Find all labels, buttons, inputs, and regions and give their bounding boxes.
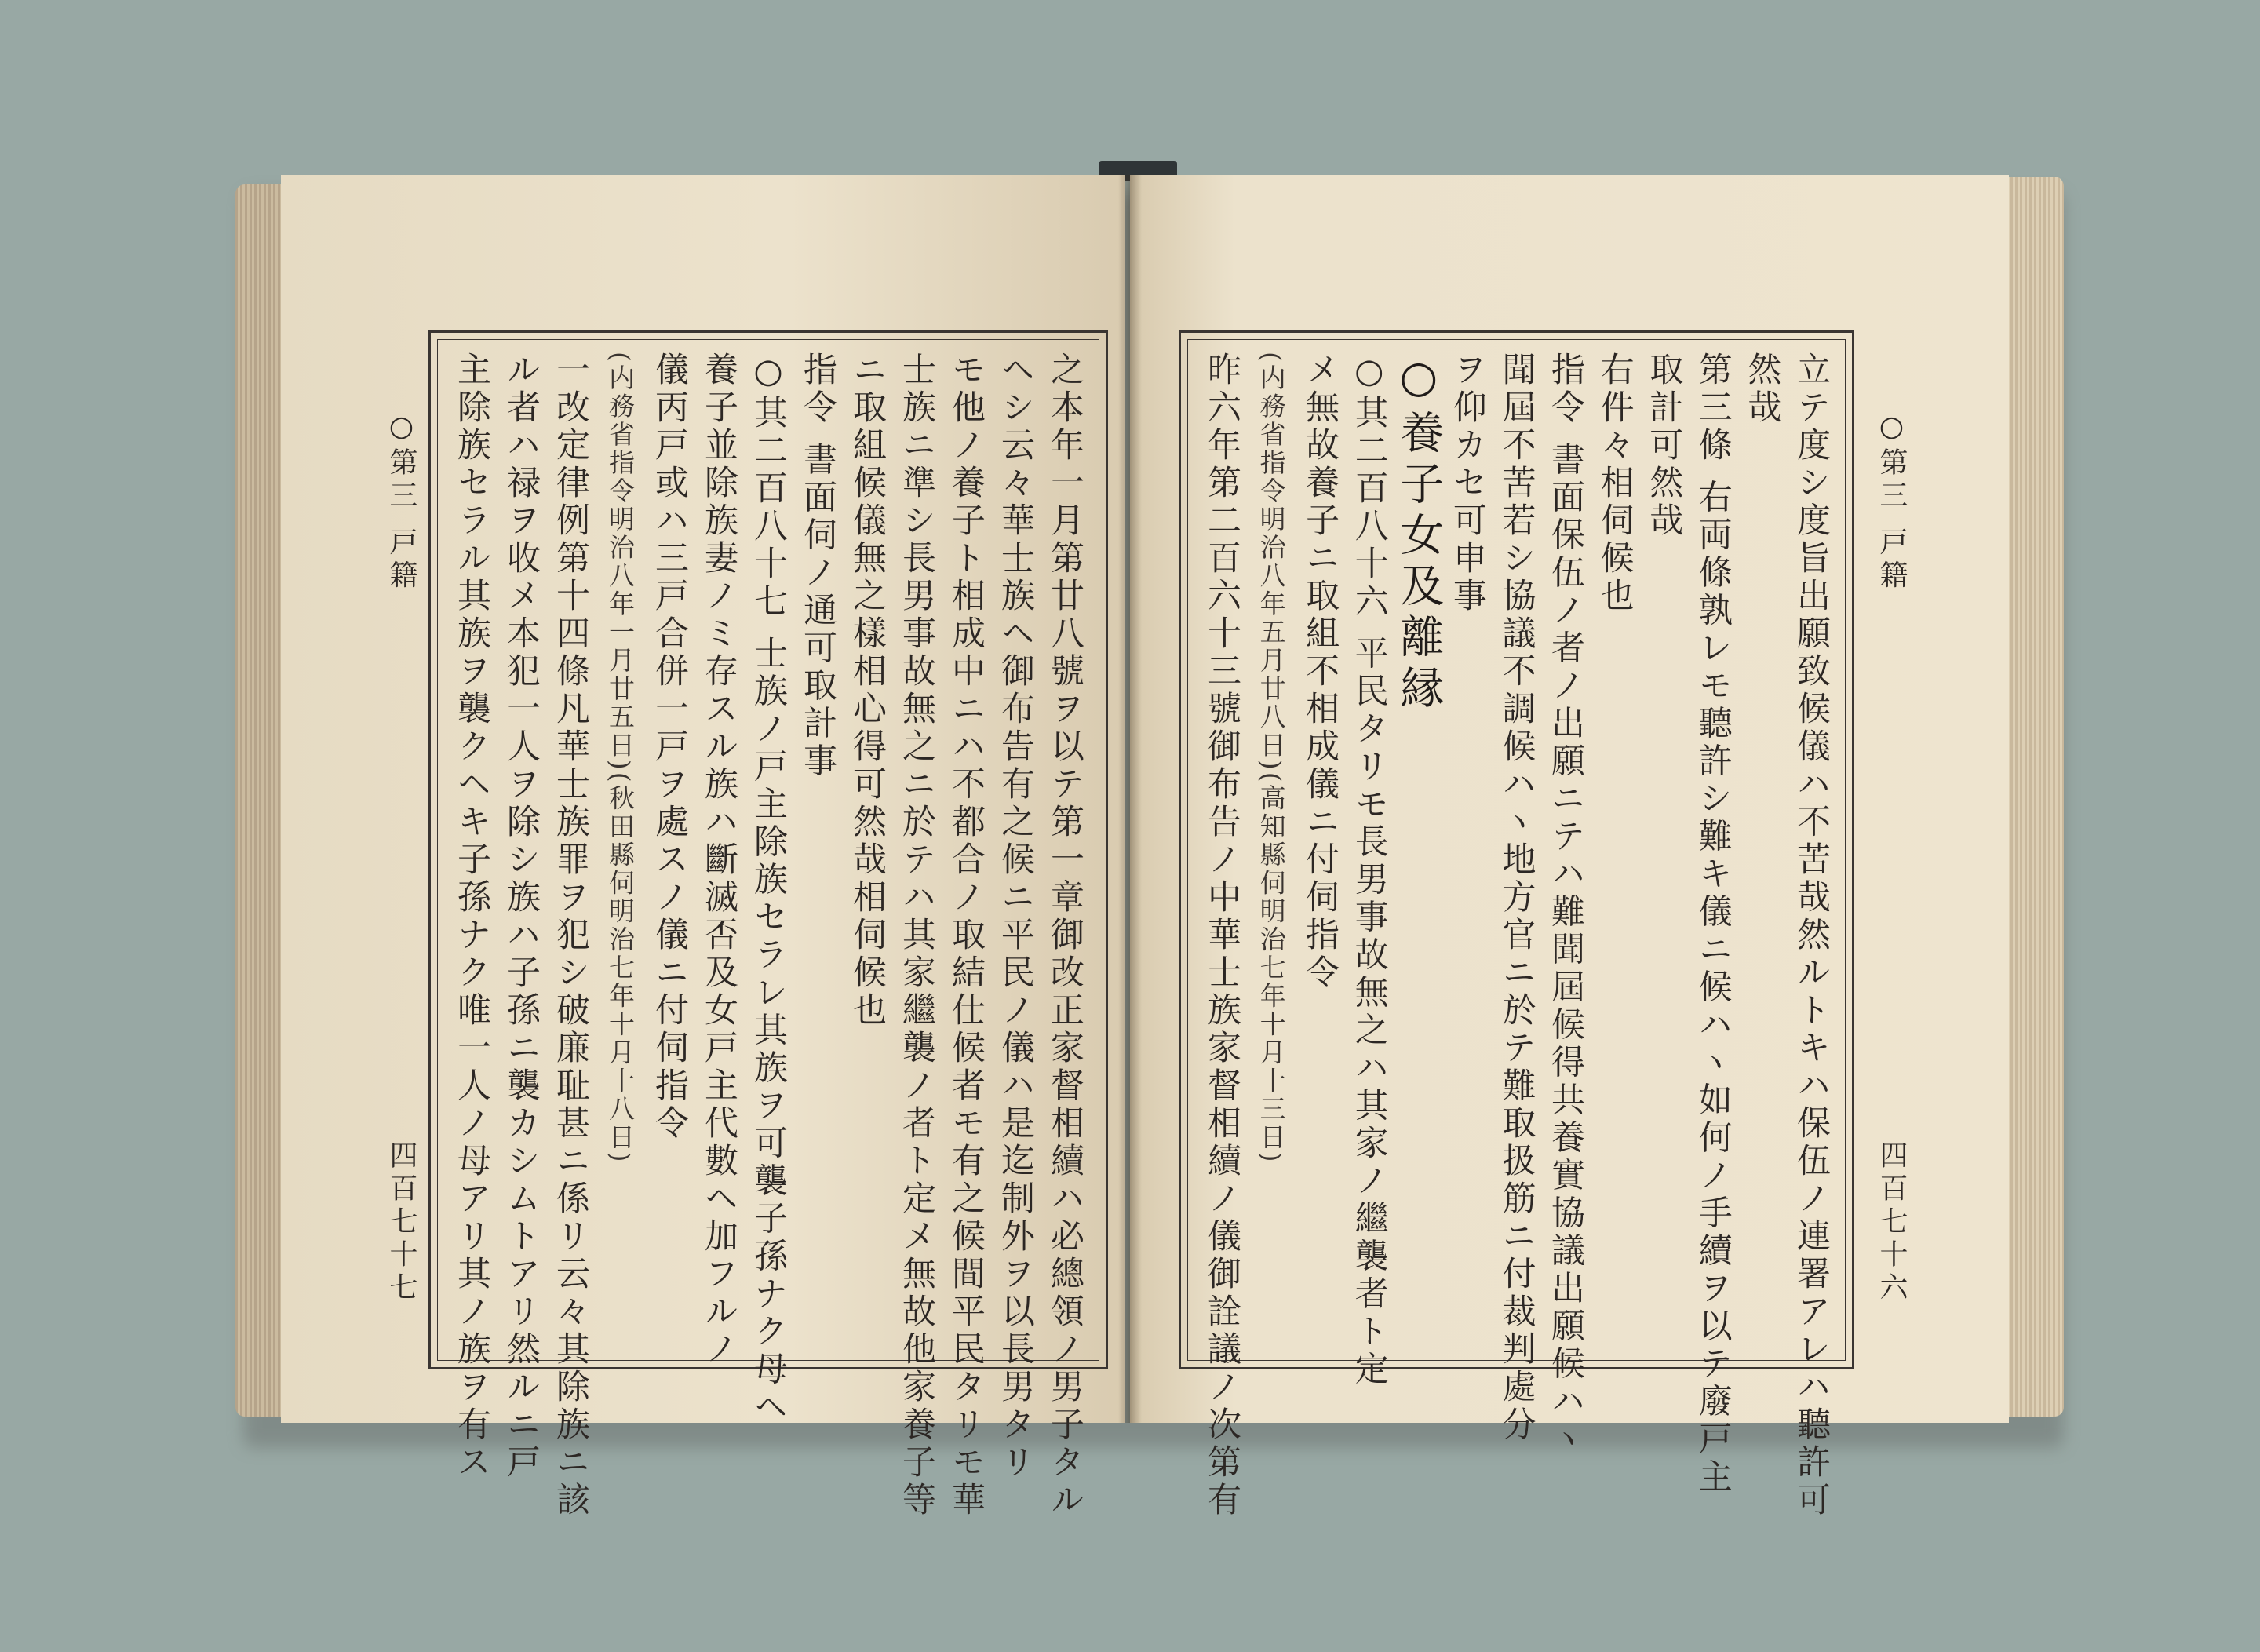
text-column: 聞屆不苦若シ協議不調候ハヽ地方官ニ於テ難取扱筋ニ付裁判處分: [1496, 352, 1536, 1444]
right-running-head: ○第三 戸籍: [1875, 410, 1908, 593]
text-column: 第三條 右両條孰レモ聽許シ難キ儀ニ候ハヽ如何ノ手續ヲ以テ廢戸主: [1693, 352, 1733, 1497]
text-column: ヲ仰カセ可申事: [1447, 352, 1487, 615]
text-column: 之本年一月第廿八號ヲ以テ第一章御改正家督相續ハ必總領ノ男子タル: [1045, 352, 1084, 1519]
left-running-head: ○第三 戸籍: [385, 410, 417, 593]
text-column: 士族ニ準シ長男事故無之ニ於テハ其家繼襲ノ者ト定メ無故他家養子等: [897, 352, 936, 1519]
left-text-columns: [450, 352, 1087, 1519]
item-heading-column: メ無故養子ニ取組不相成儀ニ付伺指令: [1300, 352, 1340, 992]
item-heading-column: ○其二百八十七 士族ノ戸主除族セラレ其族ヲ可襲子孫ナク母ヘ: [749, 352, 788, 1427]
text-column: ル者ハ禄ヲ收メ本犯一人ヲ除シ族ハ子孫ニ襲カシムトアリ然ルニ戸: [501, 352, 541, 1482]
citation-column: (内務省指令明治八年五月廿八日)(高知縣伺明治七年十月十三日): [1256, 352, 1287, 1165]
text-column: モ他ノ養子ト相成中ニハ不都合ノ取結仕候者モ有之候間平民タリモ華: [946, 352, 986, 1519]
right-text-frame: [1179, 330, 1854, 1519]
section-heading: ○養子女及離縁: [1393, 352, 1445, 716]
text-column: ヘシ云々華士族ヘ御布告有之候ニ平民ノ儀ハ是迄制外ヲ以長男タリ: [996, 352, 1035, 1482]
open-book: [235, 161, 2064, 1519]
directive-column: 指令 書面保伍ノ者ノ出願ニテハ難聞屆候得共養實協議出願候ハヽ: [1546, 352, 1586, 1459]
right-page-number: 四百七十六: [1875, 1140, 1908, 1305]
book-gutter: [1118, 175, 1142, 1423]
text-column: 主除族セラル其族ヲ襲クヘキ子孫ナク唯一人ノ母アリ其ノ族ヲ有ス: [452, 352, 491, 1482]
right-page: [1130, 175, 2009, 1519]
text-column: 右件々相伺候也: [1595, 352, 1635, 615]
text-column: 取計可然哉: [1644, 352, 1684, 540]
left-page-number: 四百七十七: [385, 1140, 417, 1305]
directive-column: 指令 書面伺ノ通可取計事: [798, 352, 837, 781]
text-column: 一改定律例第十四條凡華士族罪ヲ犯シ破廉耻甚ニ係リ云々其除族ニ該: [551, 352, 590, 1519]
item-heading-column: 養子並除族妻ノミ存スル族ハ斷滅否及女戸主代數ヘ加フルノ: [699, 352, 738, 1369]
item-heading-column: 儀丙戸或ハ三戸合併一戸ヲ處スノ儀ニ付伺指令: [650, 352, 689, 1143]
citation-column: (内務省指令明治八年一月廿五日)(秋田縣伺明治七年十月十八日): [605, 352, 636, 1165]
item-heading-column: ○其二百八十六 平民タリモ長男事故無之ハ其家ノ繼襲者ト定: [1349, 352, 1389, 1389]
text-column: ニ取組候儀無之樣相心得可然哉相伺候也: [848, 352, 887, 1030]
right-page-edges: [2001, 177, 2064, 1417]
text-column: 昨六年第二百六十三號御布告ノ中華士族家督相續ノ儀御詮議ノ次第有: [1202, 352, 1241, 1519]
right-text-columns: [1200, 352, 1833, 1519]
text-column: 然哉: [1742, 352, 1782, 427]
left-text-frame: [428, 330, 1108, 1519]
left-page: [281, 175, 1125, 1519]
text-column: 立テ度シ度旨出願致候儀ハ不苦哉然ルトキハ保伍ノ連署アレハ聽許可: [1791, 352, 1831, 1519]
